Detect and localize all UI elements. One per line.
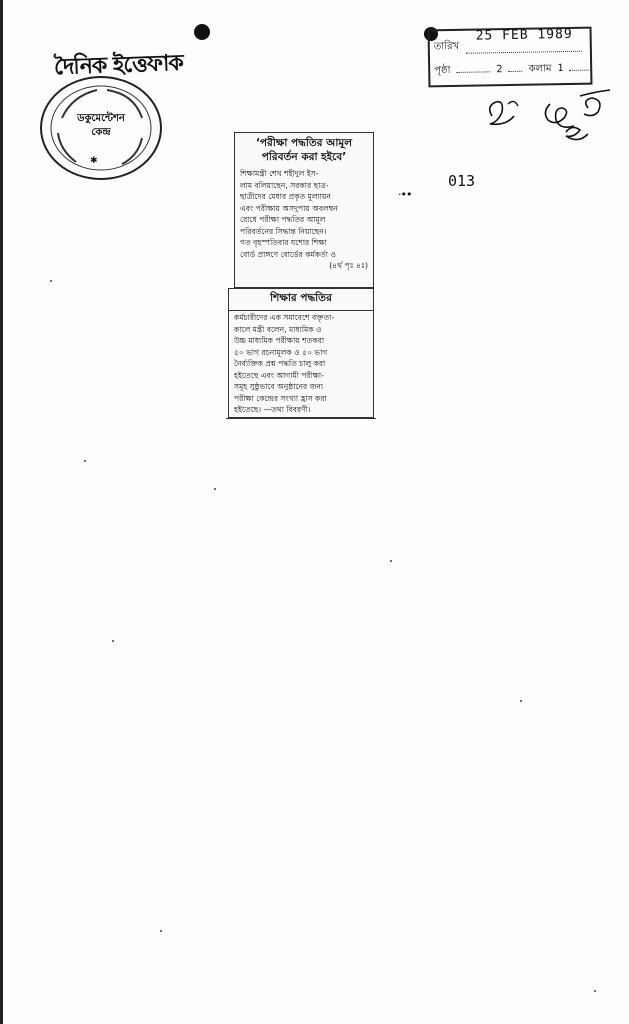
- stamp-column-value: 1: [557, 63, 564, 75]
- body-line: রোধে পরীক্ষা পদ্ধতির আমূল: [240, 215, 326, 224]
- stamp-page-label: পৃষ্ঠা: [434, 65, 451, 77]
- clipping-body: [240, 168, 368, 272]
- ink-dots: ·••: [398, 188, 412, 201]
- scan-speck: [520, 700, 522, 702]
- body-line: শিক্ষামন্ত্রী শেখ শহীদুল ইস-: [240, 169, 319, 178]
- stamp-page-value: 2: [496, 64, 503, 76]
- body-line: এবং পরীক্ষায় অসদুপায় অবলম্বন: [240, 203, 338, 213]
- body-line: ৫০ ভাগ রচনামূলক ও ৫০ ভাগ: [234, 347, 328, 357]
- date-stamp: [428, 27, 593, 88]
- handwritten-initials-signature: [484, 86, 624, 156]
- scan-speck: [160, 930, 162, 932]
- star-icon: ✱: [90, 156, 98, 166]
- body-line: সমূহ সুষ্ঠুভাবে অনুষ্ঠানের জন্য: [234, 382, 324, 391]
- body-line: লাম বলিয়াছেন, সরকার ছাত্র-: [240, 180, 329, 190]
- newspaper-masthead: দৈনিক ইত্তেফাক: [53, 49, 184, 81]
- clipping-headline: [239, 136, 369, 164]
- news-clipping-main: [234, 132, 374, 288]
- body-line: উচ্চ মাধ্যমিক পরীক্ষায় শতকরা: [234, 336, 325, 345]
- scan-edge: [0, 0, 3, 1024]
- body-line: নৈর্ব্যক্তিক প্রশ্ন পদ্ধতি চালু করা: [234, 359, 326, 368]
- stamp-column-label: কলাম: [528, 63, 552, 75]
- page-number: 013: [448, 172, 476, 190]
- continuation-body: [234, 312, 368, 416]
- news-clipping-continuation: [228, 288, 374, 418]
- punch-hole: [194, 24, 210, 40]
- body-line: গত বৃহস্পতিবার যশোর শিক্ষা: [240, 238, 327, 247]
- scan-speck: [112, 640, 114, 642]
- seal-text-line1: ডকুমেন্টেশন: [77, 113, 125, 124]
- scan-speck: [390, 560, 392, 562]
- seal-text-line2: কেন্দ্র: [91, 127, 111, 138]
- body-line: পরীক্ষা কেন্দ্রের সংখ্যা হ্রাস করা: [234, 393, 327, 403]
- body-line: পরিবর্তনের সিদ্ধান্ত নিয়াছেন।: [240, 226, 327, 236]
- stamp-date-label: তারিখ: [433, 40, 460, 53]
- body-line: কর্মচারীদের এক সমাবেশে বক্তৃতা-: [234, 313, 335, 322]
- continuation-note: (৪র্থ পৃঃ ৪ঃ): [329, 261, 368, 270]
- continuation-title: শিক্ষার পদ্ধতির: [229, 291, 373, 311]
- scan-speck: [594, 990, 596, 992]
- scan-speck: [50, 280, 52, 282]
- clipping-underline: [226, 418, 376, 419]
- scan-speck: [214, 488, 216, 490]
- body-line: কালে মন্ত্রী বলেন, মাধ্যমিক ও: [234, 324, 322, 334]
- headline-line2: পরিবর্তন করা হইবে’: [261, 151, 347, 163]
- body-line: হইতেছে। —তথ্য বিবরণী।: [234, 405, 311, 414]
- headline-line1: ‘পরীক্ষা পদ্ধতির আমূল: [255, 137, 353, 149]
- body-line: ছাত্রীদের মেধার প্রকৃত মূল্যায়ন: [240, 192, 331, 201]
- body-line: হইতেছে এবং আগামী পরীক্ষা-: [234, 370, 324, 380]
- scan-speck: [84, 460, 86, 462]
- documentation-seal: [40, 76, 162, 180]
- body-line: বোর্ড প্রাঙ্গণে বোর্ডের কর্মকর্তা ও: [240, 249, 336, 259]
- stamp-date-value: 25 FEB 1989: [475, 26, 573, 44]
